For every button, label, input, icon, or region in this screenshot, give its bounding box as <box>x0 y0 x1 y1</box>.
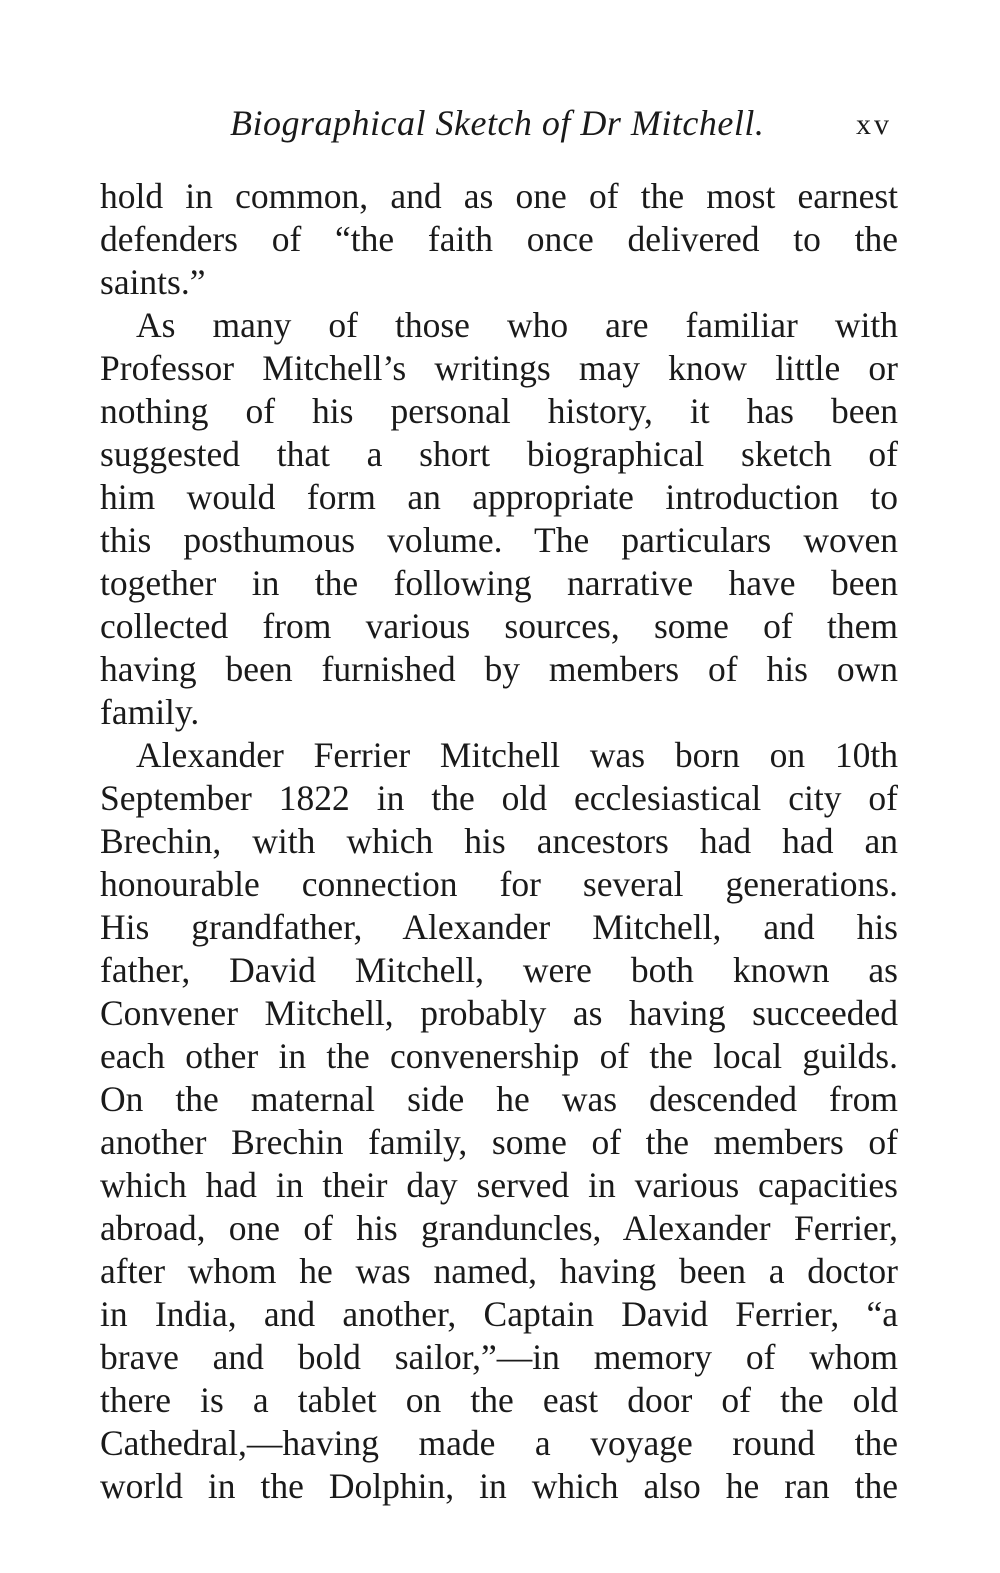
text-line: Convener Mitchell, probably as having succeeded <box>100 993 898 1033</box>
text-line: Cathedral,—having made a voyage round the <box>100 1423 898 1463</box>
text-line: suggested that a short biographical sketch of <box>100 434 898 474</box>
text-line: hold in common, and as one of the most earnest <box>100 176 898 216</box>
text-line: saints.” <box>100 262 206 302</box>
text-line: honourable connection for several generations. <box>100 864 898 904</box>
text-line: this posthumous volume. The particulars woven <box>100 520 898 560</box>
text-line: Professor Mitchell’s writings may know little or <box>100 348 898 388</box>
text-line: together in the following narrative have been <box>100 563 898 603</box>
text-line: after whom he was named, having been a doctor <box>100 1251 898 1291</box>
text-line: which had in their day served in various capacities <box>100 1165 898 1205</box>
text-line: brave and bold sailor,”—in memory of whom <box>100 1337 898 1377</box>
text-line: nothing of his personal history, it has been <box>100 391 898 431</box>
text-line: him would form an appropriate introduction to <box>100 477 898 517</box>
text-line: abroad, one of his granduncles, Alexander Ferrier, <box>100 1208 898 1248</box>
text-line: As many of those who are familiar with <box>136 305 898 345</box>
text-line: collected from various sources, some of them <box>100 606 898 646</box>
text-line: another Brechin family, some of the members of <box>100 1122 898 1162</box>
text-line: His grandfather, Alexander Mitchell, and his <box>100 907 898 947</box>
text-line: having been furnished by members of his own <box>100 649 898 689</box>
text-line: September 1822 in the old ecclesiastical city of <box>100 778 898 818</box>
text-line: there is a tablet on the east door of the old <box>100 1380 898 1420</box>
page-number: xv <box>856 108 892 141</box>
text-line: world in the Dolphin, in which also he ran the <box>100 1466 898 1506</box>
text-line: family. <box>100 692 200 732</box>
text-line: defenders of “the faith once delivered to the <box>100 219 898 259</box>
text-line: On the maternal side he was descended from <box>100 1079 898 1119</box>
text-line: father, David Mitchell, were both known as <box>100 950 898 990</box>
running-head <box>100 102 900 152</box>
running-title: Biographical Sketch of Dr Mitchell. <box>230 103 765 143</box>
text-line: Brechin, with which his ancestors had had an <box>100 821 898 861</box>
text-line: Alexander Ferrier Mitchell was born on 10th <box>136 735 898 775</box>
text-line: each other in the convenership of the local guilds. <box>100 1036 898 1076</box>
text-line: in India, and another, Captain David Ferrier, “a <box>100 1294 898 1334</box>
body-text <box>100 175 898 1508</box>
